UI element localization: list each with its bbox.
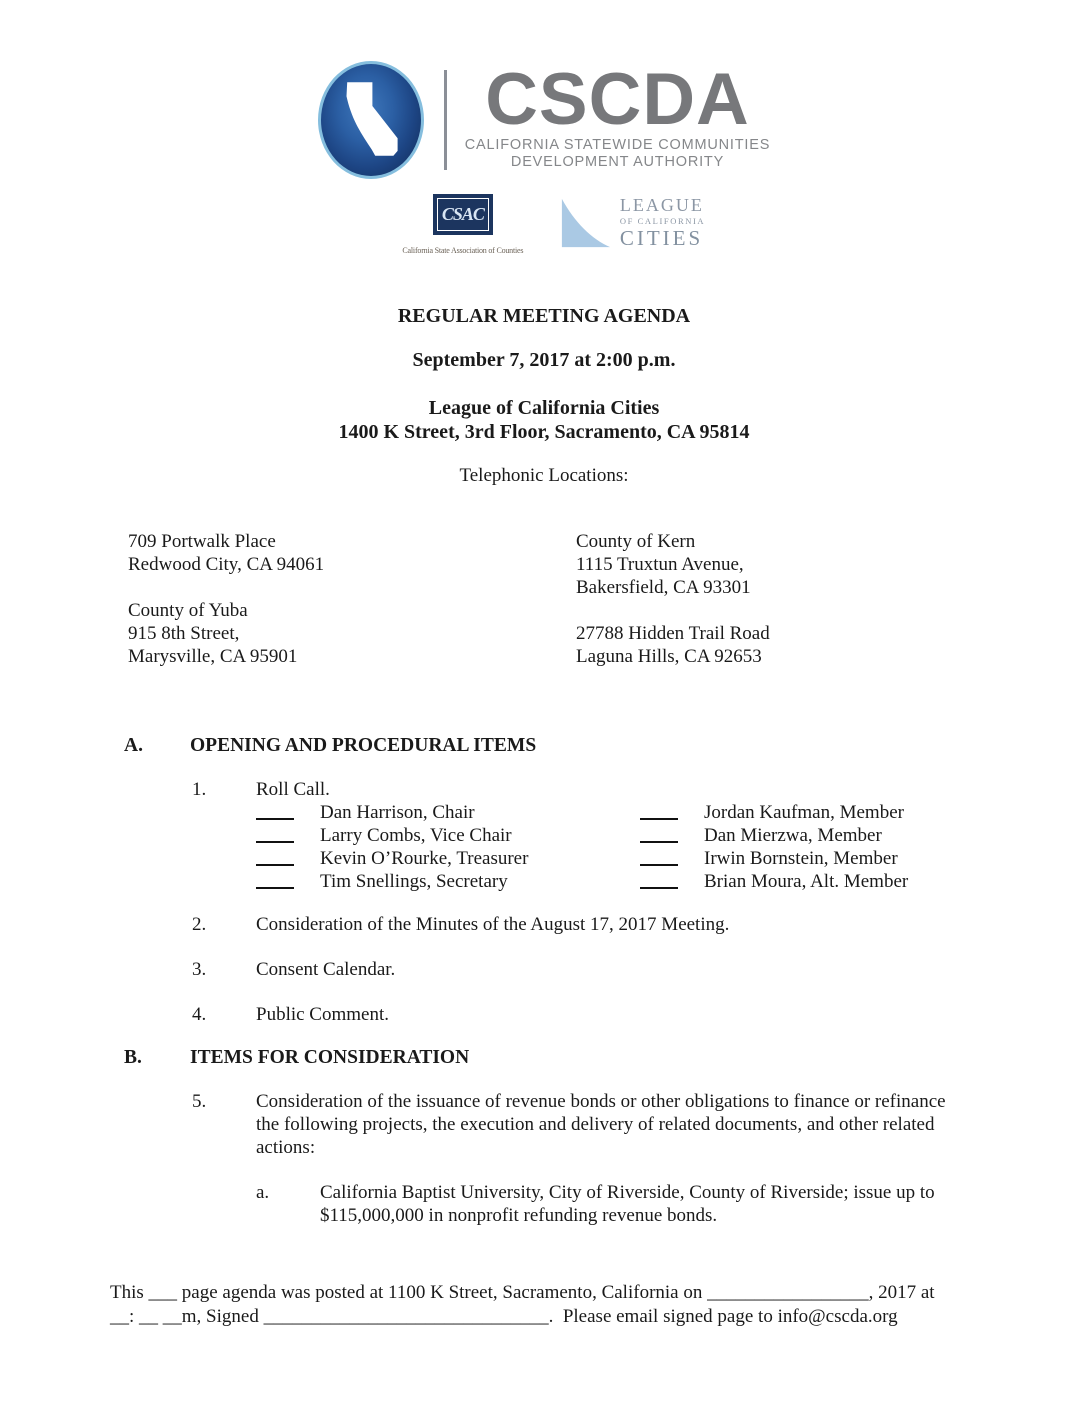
roll-call-member: Dan Mierzwa, Member [704,825,882,846]
cscda-subtitle-line2: DEVELOPMENT AUTHORITY [510,153,725,170]
csac-box-icon [433,194,493,235]
section-b-heading [124,1046,1088,1070]
roll-call-member: Irwin Bornstein, Member [704,848,898,869]
roll-call-left-column [256,801,640,893]
section-a-label: A. [124,735,143,756]
roll-call-row [256,801,640,824]
cscda-subtitle-line1: CALIFORNIA STATEWIDE COMMUNITIES [464,136,771,153]
roll-call-member: Tim Snellings, Secretary [320,871,508,892]
item-4-text: Public Comment. [256,1004,389,1025]
venue-name: League of California Cities [428,397,660,419]
section-b-label: B. [124,1047,142,1068]
roll-call-row [640,801,908,824]
location-line: 709 Portwalk Place [128,531,276,552]
logo-divider [444,70,447,170]
telephonic-locations [0,530,1088,668]
location-line: 1115 Truxtun Avenue, [576,554,744,575]
footer-line-2: __: __ __m, Signed ______________________________. Please email signed page to info@cscda.org [110,1306,898,1327]
csac-caption: California State Association of Counties [402,246,524,255]
roll-call-blank-line [256,887,294,889]
item-2-number: 2. [192,914,207,935]
item-3-text: Consent Calendar. [256,959,396,980]
location-line: County of Kern [576,531,696,552]
roll-call-blank-line [640,818,678,820]
roll-call-blank-line [640,887,678,889]
item-1-text: Roll Call. [256,779,330,800]
footer-line-1: This ___ page agenda was posted at 1100 K Street, Sacramento, California on _________________, 2017 at [110,1282,935,1303]
meeting-datetime: September 7, 2017 at 2:00 p.m. [412,349,676,371]
document-header [0,0,1088,260]
league-line1: LEAGUE [619,195,704,215]
locations-right-column [576,530,770,668]
roll-call-member: Larry Combs, Vice Chair [320,825,512,846]
item-5-text: Consideration of the issuance of revenue bonds or other obligations to finance or refinance the following projects, the execution and delivery of related documents, and other related actions: [256,1091,946,1158]
location-line: 27788 Hidden Trail Road [576,623,770,644]
roll-call-list [256,801,1088,893]
csac-inner-border [437,198,489,231]
roll-call-row [256,847,640,870]
roll-call-row [640,824,908,847]
item-5a-text: California Baptist University, City of Riverside, County of Riverside; issue up to $115,000,000 in nonprofit refunding revenue bonds. [320,1182,935,1226]
telephonic-locations-label: Telephonic Locations: [459,465,629,486]
cscda-logo [0,60,1088,180]
title-block [0,304,1088,488]
cscda-acronym: CSCDA [485,58,750,140]
roll-call-member: Dan Harrison, Chair [320,802,475,823]
item-5a-letter: a. [256,1182,270,1203]
cscda-globe-icon [318,61,424,179]
league-swoosh-icon [559,196,613,250]
league-of-california-cities-logo [559,194,705,250]
csac-logo [383,194,543,262]
cscda-wordmark [464,58,771,171]
locations-left-column [128,530,324,668]
agenda-item-4 [192,1003,1088,1026]
roll-call-blank-line [256,864,294,866]
location-line-blank [576,599,770,622]
roll-call-row [640,847,908,870]
section-a-title: OPENING AND PROCEDURAL ITEMS [190,735,537,756]
roll-call-blank-line [640,864,678,866]
csac-acronym: CSAC [441,204,484,224]
roll-call-right-column [640,801,908,893]
roll-call-member: Jordan Kaufman, Member [704,802,904,823]
location-line: Marysville, CA 95901 [128,646,298,667]
roll-call-member: Kevin O’Rourke, Treasurer [320,848,529,869]
league-text [620,196,705,249]
item-2-text: Consideration of the Minutes of the August 17, 2017 Meeting. [256,914,730,935]
posting-certification-footer [110,1281,1010,1329]
roll-call-row [256,870,640,893]
roll-call-blank-line [640,841,678,843]
item-4-number: 4. [192,1004,207,1025]
location-line: Bakersfield, CA 93301 [576,577,751,598]
section-a-heading [124,734,1088,758]
agenda-item-2 [192,913,1088,936]
meeting-title: REGULAR MEETING AGENDA [397,305,691,327]
item-5-number: 5. [192,1091,207,1112]
venue-address: 1400 K Street, 3rd Floor, Sacramento, CA 95814 [338,421,750,443]
location-line: 915 8th Street, [128,623,240,644]
section-b-title: ITEMS FOR CONSIDERATION [190,1047,470,1068]
location-line-blank [128,576,324,599]
agenda-item-3 [192,958,1088,981]
item-1-number: 1. [192,779,207,800]
roll-call-blank-line [256,818,294,820]
agenda-item-5a [256,1181,1088,1227]
roll-call-row [640,870,908,893]
roll-call-blank-line [256,841,294,843]
league-line2: OF CALIFORNIA [619,216,706,226]
league-line3: CITIES [619,226,704,250]
roll-call-row [256,824,640,847]
location-line: Redwood City, CA 94061 [128,554,325,575]
agenda-item-5 [192,1090,1088,1159]
location-line: County of Yuba [128,600,248,621]
partner-logos-row [0,194,1088,260]
item-3-number: 3. [192,959,207,980]
agenda-item-1 [192,778,1088,801]
california-map-icon [336,73,406,167]
roll-call-member: Brian Moura, Alt. Member [704,871,909,892]
location-line: Laguna Hills, CA 92653 [576,646,762,667]
